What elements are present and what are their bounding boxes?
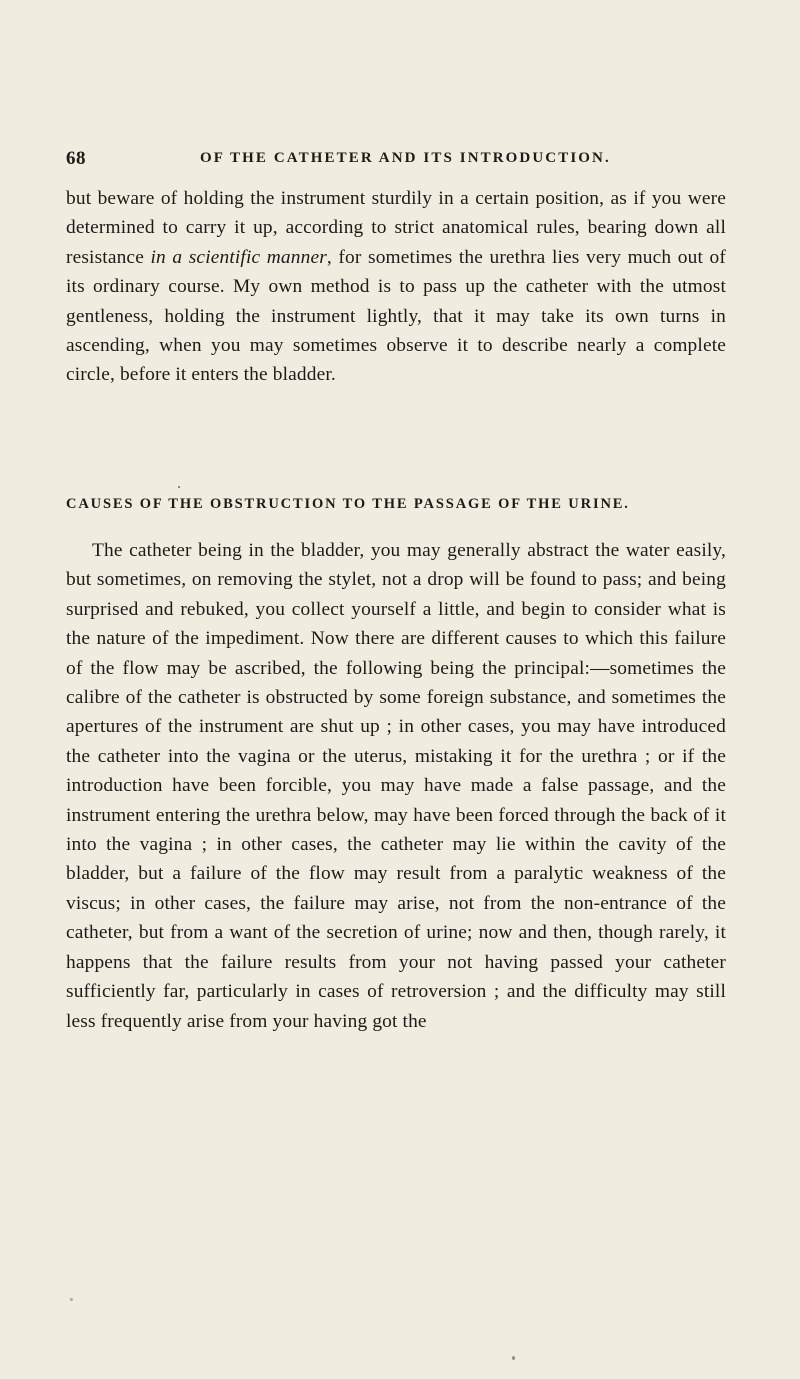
page-header [66, 148, 726, 172]
page-number: 68 [66, 148, 86, 169]
paragraph-catheter-method [66, 184, 726, 390]
running-title: OF THE CATHETER AND ITS INTRODUCTION. [200, 150, 611, 166]
paragraph-causes-of-obstruction: The catheter being in the bladder, you may generally abstract the water easily, but sometimes, on removing the stylet, not a drop will be found to pass; and being surprised and rebuked, you collect yourself a little, and begin to consider what is the nature of the impediment. Now there are different causes to which this failure of the flow may be ascribed, the following being the principal:—sometimes the calibre of the catheter is obstructed by some foreign substance, and sometimes the apertures of the instrument are shut up ; in other cases, you may have introduced the catheter into the vagina or the uterus, mistaking it for the urethra ; or if the introduction have been forcible, you may have made a false passage, and the instrument entering the urethra below, may have been forced through the back of it into the vagina ; in other cases, the catheter may lie within the cavity of the bladder, but a failure of the flow may result from a paralytic weakness of the viscus; in other cases, the failure may arise, not from the non-entrance of the catheter, but from a want of the secretion of urine; now and then, though rarely, it happens that the failure results from your not having passed your catheter sufficiently far, particularly in cases of retroversion ; and the difficulty may still less frequently arise from your having got the [66, 540, 726, 1032]
paragraph-1-text-end: , for sometimes the urethra lies very much out of its ordinary course. My own method is to pass up the catheter with the utmost gentleness, holding the instrument lightly, that it may take its own turns in ascending, when you may sometimes observe it to describe nearly a complete circle, before it enters the bladder. [66, 246, 726, 386]
paper-speck [512, 1356, 515, 1360]
paper-speck [70, 1298, 73, 1301]
section-heading: CAUSES OF THE OBSTRUCTION TO THE PASSAGE OF THE URINE. [66, 496, 630, 512]
paragraph-1-italic-phrase: in a scientific manner [150, 246, 327, 268]
paragraph-1-text-start: but beware of holding the instrument sturdily in a certain position, as if you were determined to carry it up, according to strict anatomical rules, bearing down all resistance [66, 188, 726, 268]
paper-speck [178, 486, 180, 488]
